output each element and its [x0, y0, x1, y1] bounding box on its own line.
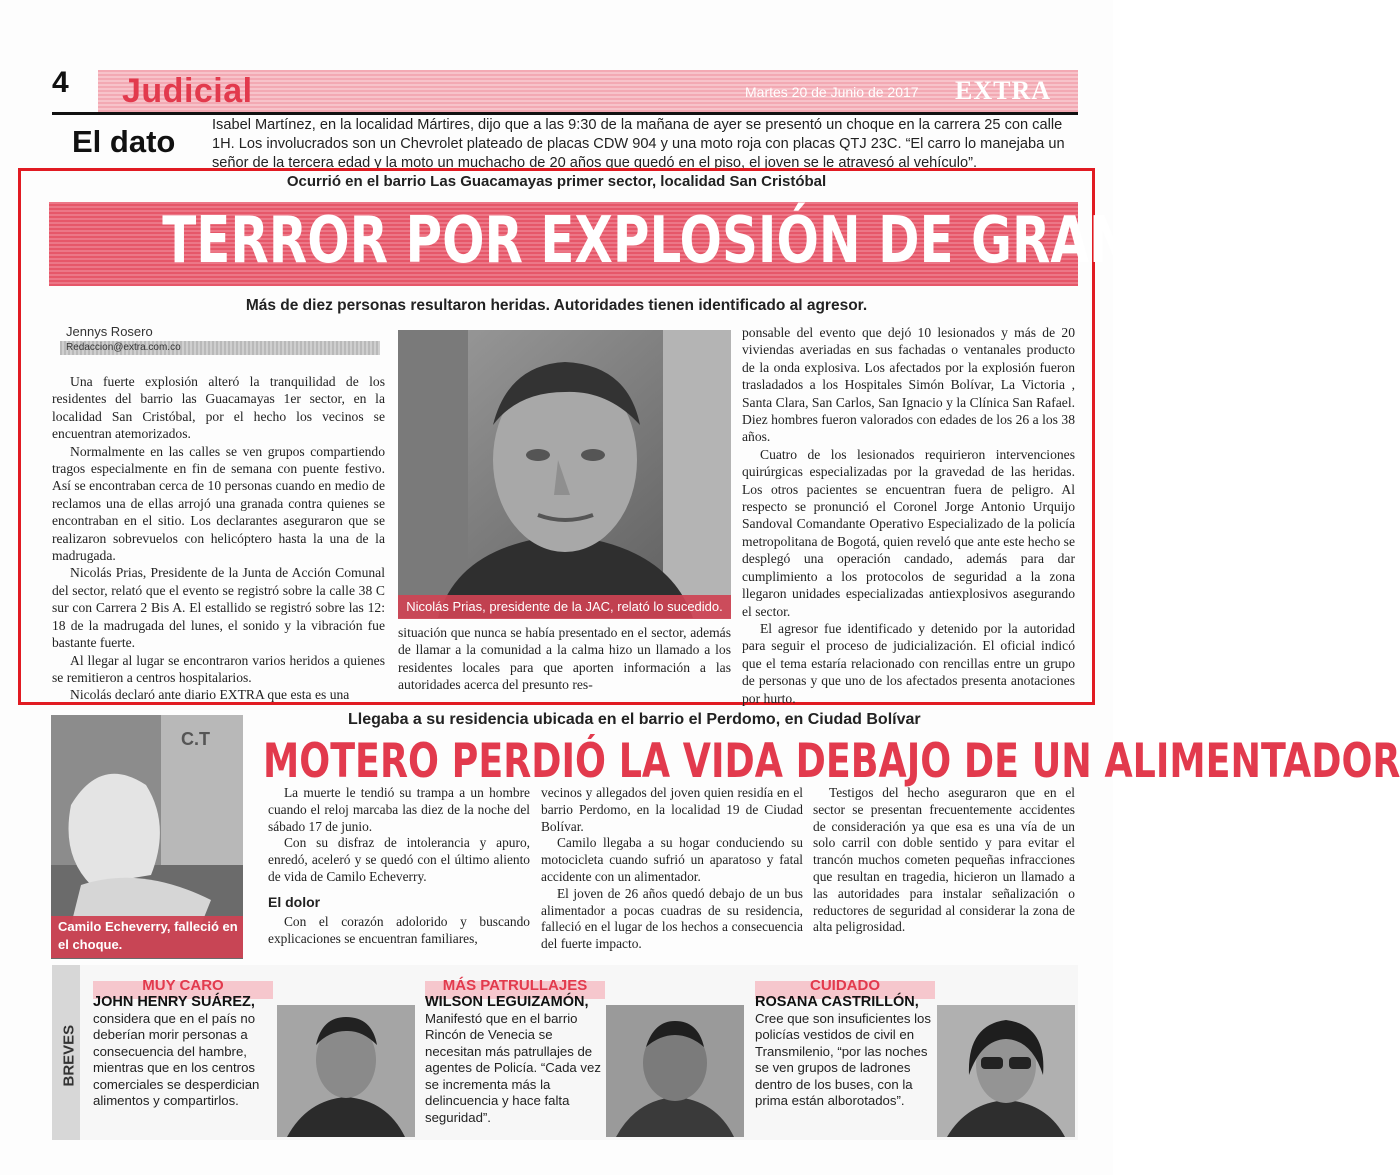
- photo-caption: Nicolás Prias, presidente de la JAC, relató lo sucedido.: [406, 599, 723, 614]
- paragraph: Al llegar al lugar se encontraron varios heridos a quienes se remitieron a centros hospitalarios.: [52, 652, 385, 685]
- second-headline: MOTERO PERDIÓ LA VIDA DEBAJO DE UN ALIMENTADOR: [263, 734, 1400, 789]
- portrait-photo: [606, 1005, 744, 1137]
- paragraph: Nicolás Prias, Presidente de la Junta de Acción Comunal del sector, relató que el evento se registró sobre la calle 38 C sur con Carrera 2 Bis A. El estallido se registró sobre las 12: 18 de la madrugada del lunes, el sonido y la vibración fue bastante fuerte.: [52, 565, 385, 651]
- svg-text:C.T: C.T: [181, 729, 210, 749]
- el-dato-text: Isabel Martínez, en la localidad Mártires, dijo que a las 9:30 de la mañana de ayer se presentó un choque en la carrera 25 con calle 1H. Los involucrados son un Chevrolet plateado de placas CDW 904 y una moto roja con placas QTJ 23C. “El carro lo manejaba un señor de la tercera edad y la moto un muchacho de 20 años que quedó en el piso, el joven se le atravesó al vehículo”.: [212, 117, 1065, 171]
- page-number: 4: [52, 66, 69, 99]
- brief-item: [425, 977, 605, 1126]
- brief-item: [755, 977, 935, 1110]
- brand-logo: EXTRA: [955, 76, 1052, 105]
- header-rule: [52, 112, 1078, 115]
- second-photo-caption: Camilo Echeverry, falleció en el choque.: [58, 919, 238, 952]
- paragraph: ponsable del evento que dejó 10 lesionados y más de 20 viviendas averiadas en sus fachadas o ventanales producto de la onda explosiva. Los afectados por la explosión fueron trasladados a los Hospitales Simón Bolívar, La Victoria , Santa Clara, San Carlos, San Ignacio y la Clínica San Rafael. Diez hombres fueron valorados con edades de los 26 a los 38 años.: [742, 325, 1075, 445]
- lead-kicker: Ocurrió en el barrio Las Guacamayas primer sector, localidad San Cristóbal: [286, 173, 827, 190]
- paragraph: Camilo llegaba a su hogar conduciendo su motocicleta cuando sufrió un aparatoso y fatal accidente con un alimentador.: [541, 835, 803, 884]
- brief-heading: MUY CARO: [142, 977, 224, 994]
- brief-photo: [937, 1005, 1075, 1137]
- paragraph: Con su disfraz de intolerancia y apuro, enredó, aceleró y se quedó con el último aliento de vida de Camilo Echeverry.: [268, 835, 530, 884]
- brief-item: [93, 977, 273, 1110]
- lead-column-1: [52, 373, 385, 704]
- paragraph: El joven de 26 años quedó debajo de un bus alimentador a pocas cuadras de su residencia, falleció en el lugar de los hechos a consecuencia del fuerte impacto.: [541, 885, 803, 952]
- breves-label: BREVES: [60, 1024, 78, 1087]
- paragraph: Testigos del hecho aseguraron que en el sector se presentan frecuentemente accidentes de consideración ya que esa es una vía de un solo carril con doble sentido y para evitar el trancón muchos cometen pequeñas infracciones que resultan en tragedia, hicieron un llamado a las autoridades para instalar señalización o reductores de seguridad al considerar la zona de alta peligrosidad.: [813, 785, 1075, 935]
- paragraph: vecinos y allegados del joven quien residía en el barrio Perdomo, en la localidad 19 de Ciudad Bolívar.: [541, 785, 803, 834]
- lead-column-3: [742, 324, 1075, 707]
- paragraph: Una fuerte explosión alteró la tranquilidad de los residentes del barrio las Guacamayas 1er sector, en la localidad San Cristóbal, por el hecho los vecinos se encuentran atemorizados.: [52, 374, 385, 442]
- brief-photo: [277, 1005, 415, 1137]
- paragraph: situación que nunca se había presentado en el sector, además de llamar a la comunidad a la calma hizo un llamado a los residentes locales para que aporten información a las autoridades acerca del presunto res-: [398, 625, 731, 693]
- paragraph: Nicolás declaró ante diario EXTRA que esta es una: [70, 687, 350, 703]
- lead-subhead: Más de diez personas resultaron heridas. Autoridades tienen identificado al agresor.: [245, 297, 868, 314]
- byline-author: Jennys Rosero: [66, 324, 153, 339]
- section-title: Judicial: [122, 72, 253, 110]
- brief-name: WILSON LEGUIZAMÓN,: [425, 994, 589, 1010]
- paragraph: Normalmente en las calles se ven grupos compartiendo tragos especialmente en fin de semana con puente festivo. Así se encontraban cerca de 10 personas cuando en medio de reclamos una de ellas arrojó una granada contra quienes se encontraban en el sitio. Los declarantes aseguraron que se realizaron sobrevuelos con helicóptero hasta la una de la madrugada.: [52, 443, 385, 564]
- second-kicker: Llegaba a su residencia ubicada en el barrio el Perdomo, en Ciudad Bolívar: [348, 711, 921, 728]
- second-column-2: [541, 785, 803, 953]
- portrait-photo: [937, 1005, 1075, 1137]
- issue-date: Martes 20 de Junio de 2017: [745, 84, 919, 100]
- brief-heading: MÁS PATRULLAJES: [442, 977, 588, 994]
- lead-column-2: [398, 624, 731, 694]
- second-column-1: [268, 785, 530, 947]
- brief-text: Manifestó que en el barrio Rincón de Venecia se necesitan más patrullajes de agentes de Policía. “Cada vez se incrementa más la delincuencia y hace falta seguridad”.: [425, 1010, 601, 1125]
- brief-name: JOHN HENRY SUÁREZ,: [93, 994, 255, 1010]
- brief-text: considera que en el país no deberían morir personas a consecuencia del hambre, mientras que en los centros comerciales se desperdician alimentos y compartirlos.: [93, 1010, 260, 1108]
- lead-photo: [398, 330, 731, 618]
- paragraph: La muerte le tendió su trampa a un hombre cuando el reloj marcaba las diez de la noche del sábado 17 de junio.: [268, 785, 530, 834]
- brief-text: Cree que son insuficientes los policías vestidos de civil en Transmilenio, “por las noches se ven grupos de ladrones dentro de los buses, con la prima están alborotados”.: [755, 1010, 931, 1108]
- second-column-3: [813, 785, 1075, 936]
- brief-photo: [606, 1005, 744, 1137]
- second-subhead: El dolor: [268, 893, 321, 910]
- brief-heading: CUIDADO: [810, 977, 880, 994]
- lead-headline: TERROR POR EXPLOSIÓN DE GRANADA: [162, 204, 1250, 278]
- paragraph: Con el corazón adolorido y buscando explicaciones se encuentran familiares,: [268, 913, 530, 946]
- el-dato-label: El dato: [72, 124, 176, 159]
- brief-name: ROSANA CASTRILLÓN,: [755, 994, 919, 1010]
- portrait-photo: [277, 1005, 415, 1137]
- paragraph: Cuatro de los lesionados requirieron intervenciones quirúrgicas especializadas por la gravedad de las heridas. Los otros pacientes se encuentran fuera de peligro. Al respecto se pronunció el Coronel Jorge Antonio Urquijo Sandoval Comandante Operativo Especializado de la policía metropolitana de Bogotá, quien reveló que ante este hecho se desplegó una operación candado, además para dar cumplimiento a los protocolos de seguridad a la zona llegaron unidades especializadas antiexplosivos asegurando el sector.: [742, 446, 1075, 619]
- paragraph: El agresor fue identificado y detenido por la autoridad para seguir el proceso de judicialización. El oficial indicó que el tema estaría relacionado con rencillas entre un grupo de personas y que uno de los afectados presenta anotaciones por hurto.: [742, 620, 1075, 706]
- portrait-photo: [398, 330, 731, 618]
- byline-email: Redaccion@extra.com.co: [66, 342, 181, 353]
